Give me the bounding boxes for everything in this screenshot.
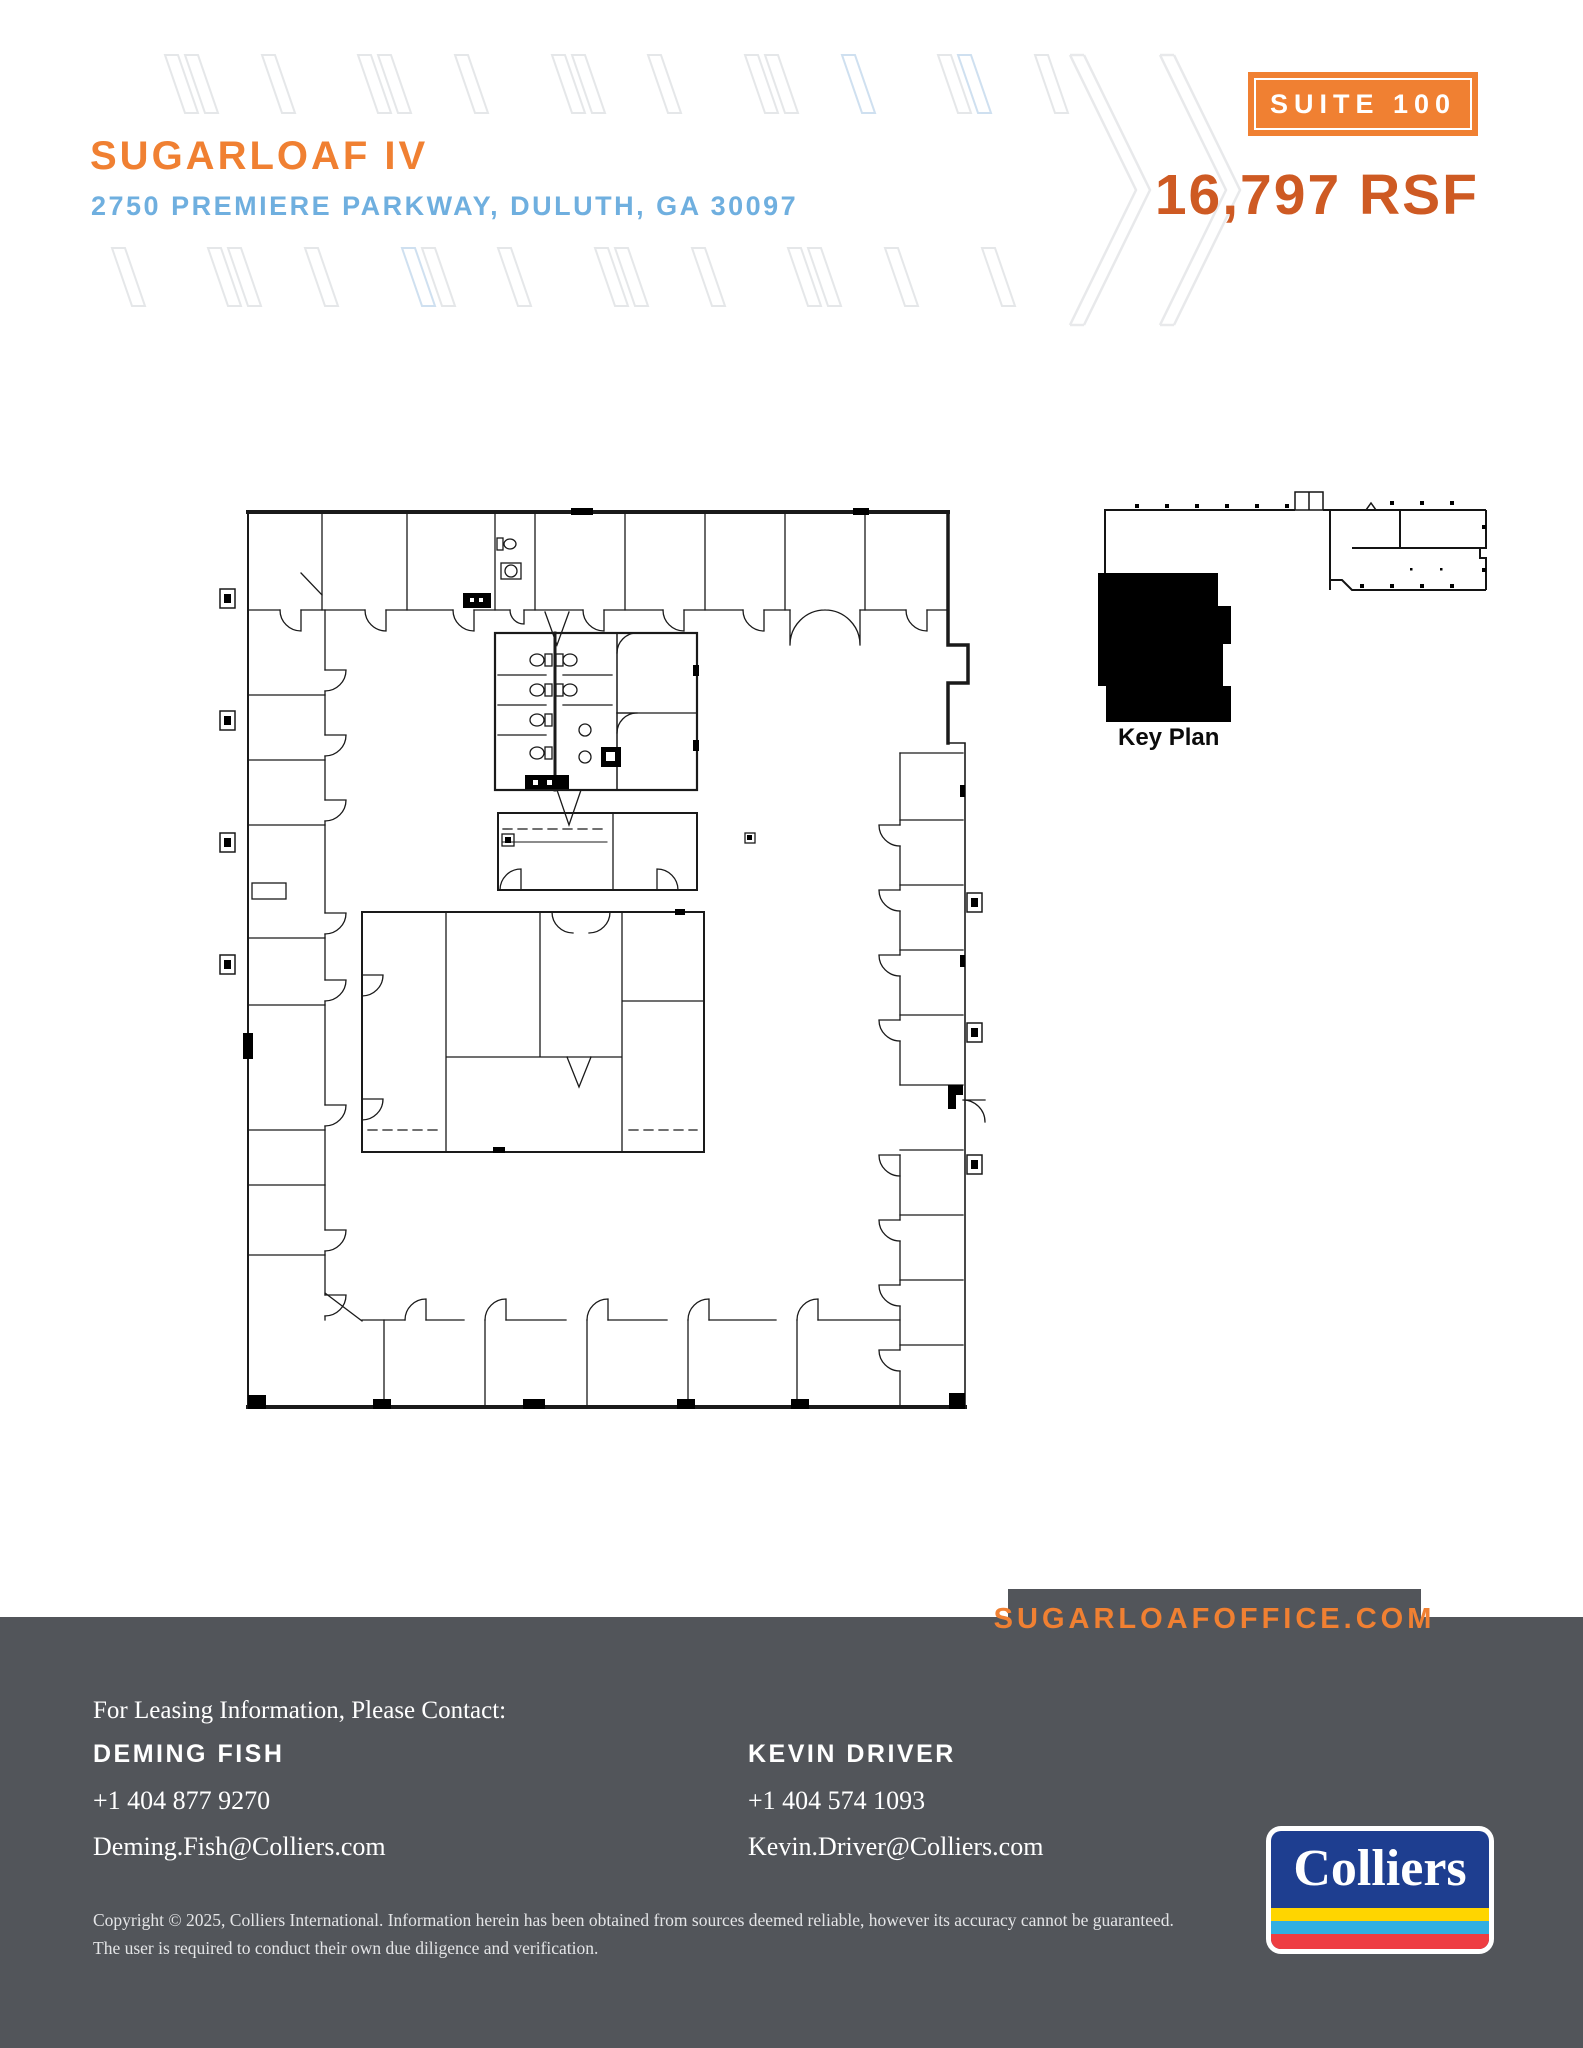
suite-badge (1248, 72, 1478, 136)
website-bar (993, 1589, 1436, 1649)
key-plan-suite-highlight (1098, 573, 1231, 722)
page-title: SUGARLOAF IV (90, 134, 429, 178)
copyright-text (93, 1906, 1213, 1962)
property-address: 2750 PREMIERE PARKWAY, DULUTH, GA 30097 (91, 191, 799, 221)
agent-name: DEMING FISH (93, 1740, 285, 1768)
agent-phone: +1 404 574 1093 (748, 1786, 926, 1815)
agent-email[interactable]: Kevin.Driver@Colliers.com (748, 1832, 1044, 1861)
website-link[interactable]: SUGARLOAFOFFICE.COM (993, 1602, 1436, 1635)
suite-badge-label: SUITE 100 (1254, 78, 1472, 130)
agent-name: KEVIN DRIVER (748, 1740, 956, 1768)
agent-card-kevin-driver (748, 1740, 1043, 1862)
logo-stripe-red (1271, 1934, 1489, 1949)
key-plan-diagram (1090, 480, 1500, 760)
logo-stripe-cyan (1271, 1921, 1489, 1934)
copyright-line-1: Copyright © 2025, Colliers International. Information herein has been obtained from sources deemed reliable, however its accuracy cannot be guaranteed. (93, 1910, 1174, 1930)
agent-phone: +1 404 877 9270 (93, 1786, 271, 1815)
rsf-value: 16,797 RSF (1154, 163, 1479, 227)
key-plan-label: Key Plan (1118, 724, 1220, 751)
colliers-wordmark: Colliers (1293, 1840, 1467, 1897)
agent-card-deming-fish (93, 1740, 386, 1862)
floor-plan (205, 485, 995, 1430)
agent-email[interactable]: Deming.Fish@Colliers.com (93, 1832, 386, 1861)
leasing-intro: For Leasing Information, Please Contact: (93, 1697, 507, 1724)
colliers-logo (1266, 1826, 1494, 1954)
colliers-logo-body (1271, 1831, 1489, 1949)
copyright-line-2: The user is required to conduct their own due diligence and verification. (93, 1938, 599, 1958)
logo-stripe-yellow (1271, 1908, 1489, 1921)
